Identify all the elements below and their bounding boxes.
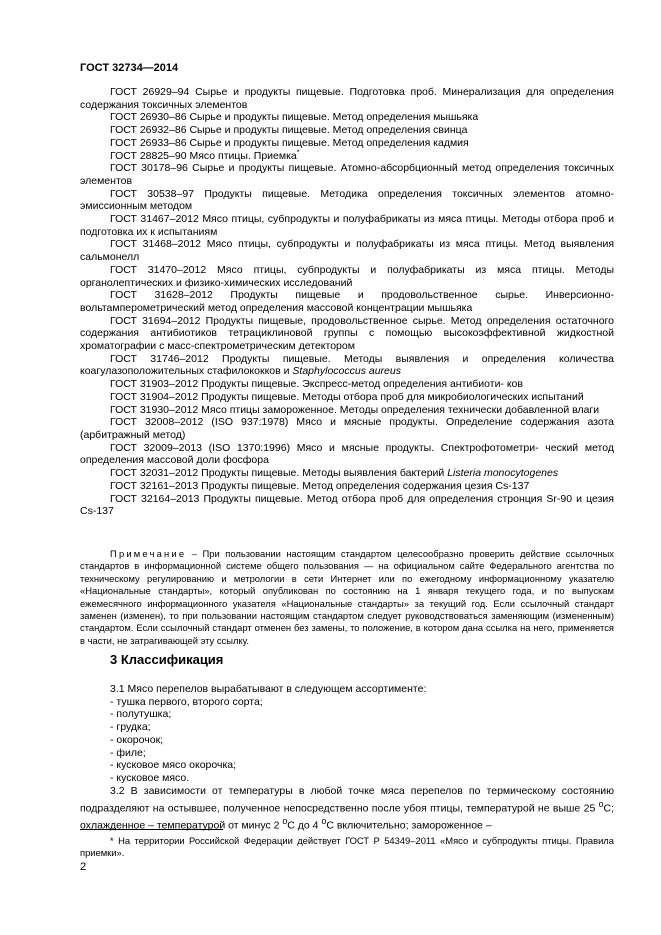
reference-item: ГОСТ 31470–2012 Мясо птицы, субпродукты и полуфабрикаты из мяса птицы. Методы органолептических и физико-химических исследований bbox=[80, 263, 614, 289]
reference-item: ГОСТ 28825–90 Мясо птицы. Приемка* bbox=[110, 149, 300, 162]
footnote-marker: * bbox=[110, 835, 114, 846]
reference-item: ГОСТ 31903–2012 Продукты пищевые. Экспресс-метод определения антибиоти- ков bbox=[110, 378, 523, 391]
reference-item: ГОСТ 31746–2012 Продукты пищевые. Методы выявления и определения количества коагулазоположительных стафилококков и Staphylococcus aureus bbox=[80, 352, 614, 378]
list-item: - филе; bbox=[110, 746, 146, 759]
degree-sign: о bbox=[598, 798, 604, 809]
list-item: - полутушка; bbox=[110, 708, 172, 721]
note-text: – При пользовании настоящим стандартом целесообразно проверить действие ссылочных стандартов в информационной системе общего пользования — на официальном сайте Федерального агентства по техническому регулированию и метрологии в сети Интернет или по ежегодному информационному указателю «Национальные стандарты», который опубликован по состоянию на 1 января текущего года, и по выпускам ежемесячного информационного указателя «Национальные стандарты» за текущий год. Если ссылочный стандарт заменен (изменен), то при пользовании настоящим стандартом следует руководствоваться заменяющим (измененным) стандартом. Если ссылочный стандарт отменен без замены, то положение, в котором дана ссылка на него, применяется в части, не затрагивающей эту ссылку. bbox=[80, 548, 614, 646]
paragraph: 3.2 В зависимости от температуры в любой точке мяса перепелов по термическому состоянию подразделяют на остывшее, полученное непосредственно после убоя птицы, температурой не выше 25 $^о$С; охлажденное – температурой от минус 2 $^о$С до 4 $^о$С включительно; замороженное – bbox=[80, 784, 614, 832]
reference-item: ГОСТ 31694–2012 Продукты пищевые, продовольственное сырье. Метод определения остаточного содержания антибиотиков тетрациклиновой группы с помощью высокоэффективной жидкостной хроматографии с масс-спектрометрическим детектором bbox=[80, 314, 614, 353]
reference-item: ГОСТ 30178–96 Сырье и продукты пищевые. Атомно-абсорбционный метод определения токсичных элементов bbox=[80, 162, 614, 187]
reference-item: ГОСТ 32164–2013 Продукты пищевые. Метод отбора проб для определения стронция Sr-90 и цезия Cs-137 bbox=[80, 492, 614, 518]
document-header: ГОСТ 32734—2014 bbox=[80, 62, 179, 74]
reference-item: ГОСТ 31930–2012 Мясо птицы замороженное. Методы определения технически добавленной влаги bbox=[110, 403, 600, 416]
section-body bbox=[80, 683, 614, 833]
reference-item: ГОСТ 31628–2012 Продукты пищевые и продовольственное сырье. Инверсионно-вольтамперометрический метод определения массовой концентрации мышьяка bbox=[80, 289, 614, 314]
reference-item: ГОСТ 26930–86 Сырье и продукты пищевые. Метод определения мышьяка bbox=[110, 111, 479, 124]
reference-item: ГОСТ 31468–2012 Мясо птицы, субпродукты и полуфабрикаты из мяса птицы. Метод выявления сальмонелл bbox=[80, 238, 614, 264]
page-number: 2 bbox=[80, 861, 87, 873]
reference-item: ГОСТ 31467–2012 Мясо птицы, субпродукты и полуфабрикаты из мяса птицы. Методы отбора проб и подготовка их к испытаниям bbox=[80, 213, 614, 238]
list-item: - окорочок; bbox=[110, 733, 164, 746]
paragraph: 3.1 Мясо перепелов вырабатывают в следующем ассортименте: bbox=[110, 683, 427, 695]
reference-item: ГОСТ 32008–2012 (ISO 937:1978) Мясо и мясные продукты. Определение содержания азота (арбитражный метод) bbox=[80, 416, 614, 441]
reference-item: ГОСТ 26933–86 Сырье и продукты пищевые. Метод определения кадмия bbox=[110, 136, 469, 149]
reference-item: ГОСТ 32031–2012 Продукты пищевые. Методы выявления бактерий Listeria monocytogenes bbox=[110, 467, 559, 480]
list-item: - грудка; bbox=[110, 721, 151, 734]
footnote-divider bbox=[80, 829, 223, 830]
degree-sign: о bbox=[282, 816, 288, 827]
note-label: Примечание bbox=[110, 548, 187, 559]
reference-item: ГОСТ 32009–2013 (ISO 1370:1996) Мясо и мясные продукты. Спектрофотометри- ческий метод определения массовой доли фосфора bbox=[80, 441, 614, 467]
species-name: Listeria monocytogenes bbox=[447, 467, 559, 480]
degree-sign: о bbox=[321, 816, 327, 827]
reference-item: ГОСТ 26932–86 Сырье и продукты пищевые. Метод определения свинца bbox=[110, 124, 468, 137]
reference-item: ГОСТ 32161–2013 Продукты пищевые. Метод определения содержания цезия Cs-137 bbox=[110, 479, 530, 492]
reference-item: ГОСТ 31904–2012 Продукты пищевые. Методы отбора проб для микробиологических испытаний bbox=[110, 390, 584, 403]
list-item: - кусковое мясо окорочка; bbox=[110, 759, 237, 772]
reference-item: ГОСТ 30538–97 Продукты пищевые. Методика определения токсичных элементов атомно-эмиссионным методом bbox=[80, 187, 614, 213]
note bbox=[80, 548, 614, 647]
species-name: Staphylococcus aureus bbox=[292, 365, 401, 378]
reference-item: ГОСТ 26929–94 Сырье и продукты пищевые. Подготовка проб. Минерализация для определения содержания токсичных элементов bbox=[80, 86, 614, 111]
normative-references bbox=[80, 86, 614, 518]
list-item: - тушка первого, второго сорта; bbox=[110, 695, 263, 708]
section-title: 3 Классификация bbox=[110, 652, 224, 667]
footnote: * На территории Российской Федерации действует ГОСТ Р 54349–2011 «Мясо и субпродукты птицы. Правила приемки». bbox=[80, 835, 614, 859]
footnote-marker: * bbox=[296, 149, 300, 157]
list-item: - кусковое мясо. bbox=[110, 771, 190, 784]
